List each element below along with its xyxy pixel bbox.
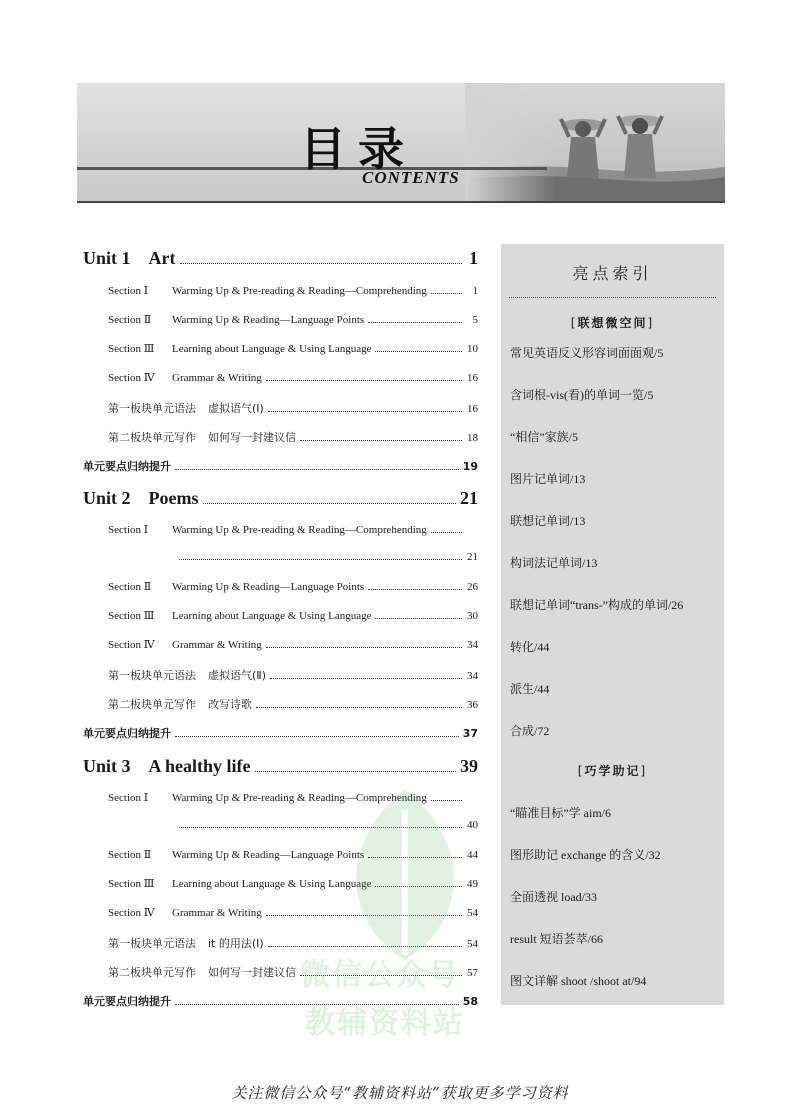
leader-dots bbox=[375, 610, 462, 619]
page-number: 19 bbox=[462, 460, 478, 473]
toc-section-row[interactable] bbox=[108, 342, 478, 355]
section-heading bbox=[108, 313, 364, 326]
section-number: 第一板块单元语法 bbox=[108, 669, 196, 682]
sidebar-index-item[interactable]: 图形助记 exchange 的含义/32 bbox=[510, 848, 661, 862]
section-title: 虚拟语气(Ⅱ) bbox=[208, 669, 266, 682]
section-number: Section Ⅳ bbox=[108, 639, 155, 651]
section-title: Warming Up & Pre-reading & Reading—Comprehending bbox=[172, 792, 427, 804]
sidebar-index-item[interactable]: 转化/44 bbox=[510, 640, 550, 654]
leader-dots bbox=[180, 250, 463, 264]
section-title: Warming Up & Reading—Language Points bbox=[172, 849, 365, 861]
bracket-right: ] bbox=[640, 764, 648, 778]
section-heading bbox=[108, 284, 427, 297]
section-number: 第二板块单元写作 bbox=[108, 966, 196, 979]
category-name: 联想微空间 bbox=[577, 316, 648, 330]
section-heading bbox=[108, 523, 427, 536]
leader-dots bbox=[431, 524, 462, 533]
page-number: 18 bbox=[467, 432, 478, 444]
page-number: 1 bbox=[469, 248, 478, 268]
leader-dots bbox=[368, 314, 462, 323]
footer-note: 关注微信公众号“教辅资料站”获取更多学习资料 bbox=[231, 1084, 569, 1102]
section-title: Learning about Language & Using Language bbox=[172, 878, 372, 890]
section-number: Section Ⅱ bbox=[108, 314, 152, 326]
page-number: 58 bbox=[462, 995, 478, 1008]
toc-section-row[interactable] bbox=[108, 429, 478, 445]
unit-number: Unit 1 bbox=[83, 248, 131, 268]
section-title: 改写诗歌 bbox=[208, 698, 252, 711]
section-title: Warming Up & Pre-reading & Reading—Comprehending bbox=[172, 285, 427, 297]
section-number: Section Ⅰ bbox=[108, 285, 149, 297]
section-title: Grammar & Writing bbox=[172, 907, 262, 919]
sidebar-index-item[interactable]: 构词法记单词/13 bbox=[510, 556, 598, 570]
sidebar-index-item[interactable]: 图片记单词/13 bbox=[510, 472, 586, 486]
page-number: 57 bbox=[467, 967, 478, 979]
leader-dots bbox=[175, 728, 459, 737]
page-number: 40 bbox=[467, 819, 478, 831]
toc-section-row[interactable] bbox=[108, 313, 478, 326]
highlights-index-panel bbox=[501, 244, 724, 1005]
toc-section-row[interactable] bbox=[108, 696, 478, 712]
unit-number: Unit 2 bbox=[83, 488, 131, 508]
section-heading bbox=[108, 667, 266, 683]
section-heading bbox=[108, 609, 371, 622]
toc-section-row[interactable] bbox=[108, 638, 478, 651]
section-heading bbox=[108, 342, 371, 355]
section-number: Section Ⅱ bbox=[108, 581, 152, 593]
sidebar-category-heading bbox=[501, 762, 724, 779]
page-number: 44 bbox=[467, 849, 478, 861]
page-number: 16 bbox=[467, 403, 478, 415]
page-number: 34 bbox=[467, 639, 478, 651]
leader-dots bbox=[203, 490, 457, 504]
watermark-line-1: 微信公众号 bbox=[300, 958, 460, 993]
section-title: 虚拟语气(Ⅰ) bbox=[208, 402, 264, 415]
section-number: Section Ⅲ bbox=[108, 610, 155, 622]
leader-dots bbox=[256, 699, 462, 708]
toc-section-row[interactable] bbox=[108, 400, 478, 416]
leader-dots bbox=[375, 343, 462, 352]
unit-heading bbox=[83, 248, 176, 269]
leader-dots bbox=[268, 403, 462, 412]
sidebar-index-item[interactable]: 常见英语反义形容词面面观/5 bbox=[510, 346, 664, 360]
leader-dots bbox=[300, 432, 462, 441]
sidebar-index-item[interactable]: 派生/44 bbox=[510, 682, 550, 696]
leader-dots bbox=[266, 372, 462, 381]
page-number: 36 bbox=[467, 699, 478, 711]
toc-continuation-row[interactable] bbox=[175, 551, 478, 563]
summary-title: 单元要点归纳提升 bbox=[83, 727, 171, 740]
page-number: 54 bbox=[467, 907, 478, 919]
section-heading bbox=[108, 371, 262, 384]
leader-dots bbox=[270, 670, 462, 679]
section-heading bbox=[108, 935, 264, 951]
page-number: 16 bbox=[467, 372, 478, 384]
unit-heading bbox=[83, 488, 199, 509]
page-number: 1 bbox=[472, 285, 478, 297]
section-title: Grammar & Writing bbox=[172, 639, 262, 651]
page-number: 34 bbox=[467, 670, 478, 682]
section-heading bbox=[108, 580, 364, 593]
page-number: 54 bbox=[467, 938, 478, 950]
section-title: 如何写一封建议信 bbox=[208, 431, 296, 444]
section-title: it 的用法(Ⅰ) bbox=[208, 937, 264, 950]
page-number: 10 bbox=[467, 343, 478, 355]
unit-number: Unit 3 bbox=[83, 756, 131, 776]
summary-title: 单元要点归纳提升 bbox=[83, 460, 171, 473]
header-banner bbox=[77, 83, 725, 202]
toc-unit-row[interactable] bbox=[83, 248, 478, 269]
sidebar-index-item[interactable]: 全面透视 load/33 bbox=[510, 890, 597, 904]
page-number: 5 bbox=[472, 314, 478, 326]
sidebar-index-item[interactable]: 图文详解 shoot /shoot at/94 bbox=[510, 974, 647, 988]
page-number: 26 bbox=[467, 581, 478, 593]
leader-dots bbox=[175, 461, 459, 470]
sidebar-index-item[interactable]: 联想记单词/13 bbox=[510, 514, 586, 528]
leader-dots bbox=[431, 285, 462, 294]
sidebar-index-item[interactable]: 含词根-vis(看)的单词一览/5 bbox=[510, 388, 654, 402]
section-number: Section Ⅳ bbox=[108, 372, 155, 384]
section-number: 第一板块单元语法 bbox=[108, 937, 196, 950]
section-title: 如何写一封建议信 bbox=[208, 966, 296, 979]
page-number: 21 bbox=[467, 551, 478, 563]
sidebar-index-item[interactable]: “相信”家族/5 bbox=[510, 430, 578, 444]
leader-dots bbox=[368, 581, 462, 590]
girls-photo-image bbox=[465, 83, 725, 202]
section-heading bbox=[108, 906, 262, 919]
section-heading bbox=[108, 429, 296, 445]
leader-dots bbox=[179, 551, 462, 560]
toc-unit-row[interactable] bbox=[83, 488, 478, 509]
unit-title: A healthy life bbox=[148, 756, 251, 776]
toc-summary-row[interactable] bbox=[83, 725, 478, 741]
toc-summary-row[interactable] bbox=[83, 458, 478, 474]
page-number: 30 bbox=[467, 610, 478, 622]
unit-title: Poems bbox=[148, 488, 199, 508]
section-number: 第二板块单元写作 bbox=[108, 431, 196, 444]
section-heading bbox=[108, 638, 262, 651]
section-number: Section Ⅲ bbox=[108, 878, 155, 890]
sidebar-category-heading bbox=[501, 314, 724, 331]
watermark-line-2: 教辅资料站 bbox=[305, 1006, 465, 1041]
toc-section-row[interactable] bbox=[108, 523, 478, 536]
section-title: Learning about Language & Using Language bbox=[172, 610, 372, 622]
sidebar-heading: 亮点索引 bbox=[572, 264, 653, 283]
header-rule bbox=[77, 201, 725, 203]
bracket-left: [ bbox=[577, 764, 585, 778]
section-heading bbox=[108, 696, 252, 712]
section-number: Section Ⅳ bbox=[108, 907, 155, 919]
bracket-left: [ bbox=[570, 316, 578, 330]
section-title: Learning about Language & Using Language bbox=[172, 343, 372, 355]
page-title: 目录 bbox=[300, 122, 416, 176]
page-number: 21 bbox=[460, 488, 478, 508]
section-number: 第二板块单元写作 bbox=[108, 698, 196, 711]
sidebar-index-item[interactable]: 合成/72 bbox=[510, 724, 550, 738]
toc-section-row[interactable] bbox=[108, 284, 478, 297]
page-number: 39 bbox=[460, 756, 478, 776]
sidebar-index-item[interactable]: “瞄准目标”学 aim/6 bbox=[510, 806, 611, 820]
section-number: Section Ⅱ bbox=[108, 849, 152, 861]
page-number: 37 bbox=[462, 727, 478, 740]
section-number: Section Ⅰ bbox=[108, 524, 149, 536]
page-number: 49 bbox=[467, 878, 478, 890]
section-title: Warming Up & Reading—Language Points bbox=[172, 581, 365, 593]
section-heading bbox=[108, 400, 264, 416]
sidebar-index-item[interactable]: result 短语荟萃/66 bbox=[510, 932, 603, 946]
page-subtitle: CONTENTS bbox=[362, 168, 460, 187]
bracket-right: ] bbox=[647, 316, 655, 330]
toc-section-row[interactable] bbox=[108, 371, 478, 384]
section-number: Section Ⅰ bbox=[108, 792, 149, 804]
section-title: Warming Up & Pre-reading & Reading—Comprehending bbox=[172, 524, 427, 536]
section-number: 第一板块单元语法 bbox=[108, 402, 196, 415]
category-name: 巧学助记 bbox=[584, 764, 641, 778]
toc-section-row[interactable] bbox=[108, 667, 478, 683]
unit-title: Art bbox=[148, 248, 176, 268]
leader-dots bbox=[266, 639, 462, 648]
toc-section-row[interactable] bbox=[108, 609, 478, 622]
unit-heading bbox=[83, 756, 251, 777]
section-number: Section Ⅲ bbox=[108, 343, 155, 355]
section-title: Grammar & Writing bbox=[172, 372, 262, 384]
sidebar-index-item[interactable]: 联想记单词“trans-”构成的单词/26 bbox=[510, 598, 684, 612]
section-title: Warming Up & Reading—Language Points bbox=[172, 314, 365, 326]
summary-title: 单元要点归纳提升 bbox=[83, 995, 171, 1008]
sidebar-divider bbox=[509, 297, 716, 298]
toc-section-row[interactable] bbox=[108, 580, 478, 593]
section-heading bbox=[108, 964, 296, 980]
